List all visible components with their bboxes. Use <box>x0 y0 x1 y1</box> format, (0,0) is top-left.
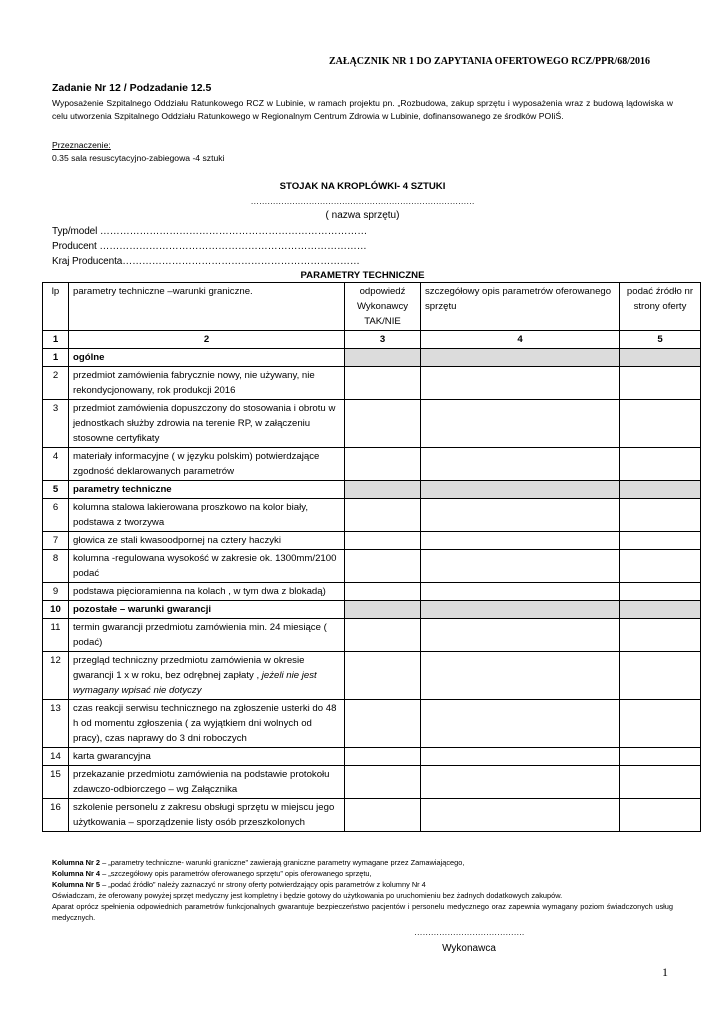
row-parameter-text: przedmiot zamówienia fabrycznie nowy, nie używany, nie rekondycjonowany, rok produkcji 2016 <box>73 370 315 396</box>
task-title: Zadanie Nr 12 / Podzadanie 12.5 <box>52 82 212 94</box>
row-response-cell[interactable] <box>345 601 421 619</box>
footnotes <box>52 857 673 923</box>
row-source-cell[interactable] <box>620 799 701 832</box>
row-parameter-text: szkolenie personelu z zakresu obsługi sprzętu w miejscu jego użytkowania – sporządzenie listy osób przeszkolonych <box>73 802 335 828</box>
row-parameter <box>69 748 345 766</box>
row-parameter-text: czas reakcji serwisu technicznego na zgłoszenie usterki do 48 h od momentu zgłoszenia ( za wyjątkiem dni wolnych od pracy), czas naprawy do 3 dni roboczych <box>73 703 337 744</box>
header-description: szczegółowy opis parametrów oferowanego sprzętu <box>421 283 620 331</box>
table-header-row <box>43 283 701 331</box>
note-column-4 <box>52 868 673 879</box>
row-lp: 14 <box>43 748 69 766</box>
row-source-cell[interactable] <box>620 532 701 550</box>
note-text: – „parametry techniczne- warunki graniczne” zawierają graniczne parametry wymagane przez Zamawiającego, <box>100 858 465 867</box>
row-response-cell[interactable] <box>345 583 421 601</box>
row-parameter-text: podstawa pięcioramienna na kolach , w tym dwa z blokadą) <box>73 586 326 597</box>
row-description-cell[interactable] <box>421 448 620 481</box>
note-column-5 <box>52 879 673 890</box>
col-number: 4 <box>421 331 620 349</box>
row-response-cell[interactable] <box>345 367 421 400</box>
row-source-cell[interactable] <box>620 766 701 799</box>
row-parameter-text: przedmiot zamówienia dopuszczony do stosowania i obrotu w jednostkach służby zdrowia na terenie RP, w załączeniu stosowne certyfikaty <box>73 403 336 444</box>
row-response-cell[interactable] <box>345 799 421 832</box>
row-description-cell[interactable] <box>421 601 620 619</box>
row-source-cell[interactable] <box>620 700 701 748</box>
row-lp: 3 <box>43 400 69 448</box>
note-text: – „szczegółowy opis parametrów oferowanego sprzętu” opis oferowanego sprzętu, <box>100 869 372 878</box>
col-number: 1 <box>43 331 69 349</box>
note-label: Kolumna Nr 4 <box>52 869 101 878</box>
params-table <box>42 282 701 832</box>
row-parameter <box>69 601 345 619</box>
row-parameter-text: ogólne <box>73 352 105 363</box>
row-source-cell[interactable] <box>620 400 701 448</box>
table-row <box>43 550 701 583</box>
row-parameter <box>69 700 345 748</box>
row-parameter-text: karta gwarancyjna <box>73 751 151 762</box>
row-lp: 15 <box>43 766 69 799</box>
row-source-cell[interactable] <box>620 481 701 499</box>
row-parameter-text: termin gwarancji przedmiotu zamówienia min. 24 miesiące ( podać) <box>73 622 327 648</box>
row-parameter <box>69 349 345 367</box>
note-text: – „podać źródło” należy zaznaczyć nr strony oferty potwierdzający opis parametrów z kolumny Nr 4 <box>100 880 426 889</box>
row-parameter-note: jeżeli nie jest wymagany wpisać nie dotyczy <box>73 670 317 696</box>
row-parameter-text: kolumna stalowa lakierowana proszkowo na kolor biały, podstawa z tworzywa <box>73 502 308 528</box>
row-response-cell[interactable] <box>345 349 421 367</box>
declaration-completeness: Oświadczam, że oferowany powyżej sprzęt medyczny jest kompletny i będzie gotowy do użytkowania po uruchomieniu bez żadnych dodatkowych zakupów. <box>52 891 563 900</box>
header-response: odpowiedź Wykonawcy TAK/NIE <box>345 283 421 331</box>
row-response-cell[interactable] <box>345 532 421 550</box>
row-description-cell[interactable] <box>421 748 620 766</box>
row-lp: 16 <box>43 799 69 832</box>
row-lp: 11 <box>43 619 69 652</box>
col-number: 2 <box>69 331 345 349</box>
table-row <box>43 532 701 550</box>
row-description-cell[interactable] <box>421 532 620 550</box>
row-source-cell[interactable] <box>620 367 701 400</box>
row-lp: 12 <box>43 652 69 700</box>
row-response-cell[interactable] <box>345 700 421 748</box>
table-row <box>43 799 701 832</box>
type-model-field: Typ/model ……………………………………………………………………… <box>52 226 368 237</box>
note-column-2 <box>52 857 673 868</box>
table-row <box>43 748 701 766</box>
page-number: 1 <box>662 965 668 979</box>
row-source-cell[interactable] <box>620 652 701 700</box>
row-description-cell[interactable] <box>421 619 620 652</box>
row-description-cell[interactable] <box>421 583 620 601</box>
row-description-cell[interactable] <box>421 499 620 532</box>
purpose-value: 0.35 sala resuscytacyjno-zabiegowa -4 sztuki <box>52 153 225 163</box>
declaration-safety: Aparat oprócz spełnienia odpowiednich parametrów funkcjonalnych gwarantuje bezpieczeństwo pacjentów i personelu medycznego oraz zapewnia wymagany poziom świadczonych usług medycznych. <box>52 902 673 922</box>
row-parameter-text: materiały informacyjne ( w języku polskim) potwierdzające zgodność deklarowanych parametrów <box>73 451 320 477</box>
row-source-cell[interactable] <box>620 583 701 601</box>
row-parameter-text: przegląd techniczny przedmiotu zamówienia w okresie gwarancji 1 x w roku, bez odrębnej zapłaty , <box>73 655 305 681</box>
row-parameter <box>69 481 345 499</box>
row-description-cell[interactable] <box>421 550 620 583</box>
header-lp: lp <box>43 283 69 331</box>
row-parameter <box>69 799 345 832</box>
row-description-cell[interactable] <box>421 367 620 400</box>
row-parameter <box>69 583 345 601</box>
equipment-title: STOJAK NA KROPLÓWKI- 4 SZTUKI <box>279 181 446 192</box>
project-description: Wyposażenie Szpitalnego Oddziału Ratunkowego RCZ w Lubinie, w ramach projektu pn. „Rozbudowa, zakup sprzętu i wyposażenia wraz z budową lądowiska w celu utworzenia Szpitalnego Oddziału Ratunkowego w Regionalnym Centrum Zdrowia w Lubinie, dofinansowanego ze środków POIiŚ. <box>52 98 673 121</box>
row-parameter-text: parametry techniczne <box>73 484 172 495</box>
signature-label: Wykonawca <box>442 943 496 954</box>
row-lp: 10 <box>43 601 69 619</box>
row-parameter <box>69 532 345 550</box>
row-response-cell[interactable] <box>345 550 421 583</box>
row-response-cell[interactable] <box>345 748 421 766</box>
col-number: 5 <box>620 331 701 349</box>
row-description-cell[interactable] <box>421 766 620 799</box>
row-source-cell[interactable] <box>620 349 701 367</box>
table-row <box>43 700 701 748</box>
table-row <box>43 652 701 700</box>
country-field: Kraj Producenta……………………………………………………………… <box>52 256 360 267</box>
row-description-cell[interactable] <box>421 481 620 499</box>
row-parameter <box>69 499 345 532</box>
row-parameter <box>69 766 345 799</box>
row-source-cell[interactable] <box>620 499 701 532</box>
row-lp: 2 <box>43 367 69 400</box>
row-lp: 1 <box>43 349 69 367</box>
note-label: Kolumna Nr 5 <box>52 880 101 889</box>
table-row <box>43 619 701 652</box>
signature-line: …………………………………. <box>414 927 524 937</box>
row-source-cell[interactable] <box>620 748 701 766</box>
row-description-cell[interactable] <box>421 700 620 748</box>
equipment-name-field: ……………………………………………………………………… <box>250 196 475 206</box>
table-row <box>43 400 701 448</box>
row-lp: 5 <box>43 481 69 499</box>
params-table-title: PARAMETRY TECHNICZNE <box>300 270 425 281</box>
row-parameter <box>69 550 345 583</box>
row-source-cell[interactable] <box>620 550 701 583</box>
note-label: Kolumna Nr 2 <box>52 858 101 867</box>
table-row <box>43 367 701 400</box>
row-lp: 7 <box>43 532 69 550</box>
attachment-title: ZAŁĄCZNIK NR 1 DO ZAPYTANIA OFERTOWEGO RCZ/PPR/68/2016 <box>329 56 650 67</box>
row-lp: 8 <box>43 550 69 583</box>
row-response-cell[interactable] <box>345 766 421 799</box>
row-response-cell[interactable] <box>345 619 421 652</box>
row-parameter <box>69 448 345 481</box>
row-lp: 13 <box>43 700 69 748</box>
table-row <box>43 499 701 532</box>
row-parameter <box>69 619 345 652</box>
header-source: podać źródło nr strony oferty <box>620 283 701 331</box>
row-source-cell[interactable] <box>620 601 701 619</box>
row-parameter <box>69 400 345 448</box>
row-description-cell[interactable] <box>421 349 620 367</box>
purpose-label: Przeznaczenie: <box>52 140 111 150</box>
column-number-row <box>43 331 701 349</box>
row-lp: 6 <box>43 499 69 532</box>
row-description-cell[interactable] <box>421 400 620 448</box>
row-lp: 4 <box>43 448 69 481</box>
row-source-cell[interactable] <box>620 619 701 652</box>
row-description-cell[interactable] <box>421 799 620 832</box>
producer-field: Producent ……………………………………………………………………… <box>52 241 367 252</box>
row-parameter-text: kolumna -regulowana wysokość w zakresie ok. 1300mm/2100 podać <box>73 553 337 579</box>
header-params: parametry techniczne –warunki graniczne. <box>69 283 345 331</box>
row-source-cell[interactable] <box>620 448 701 481</box>
row-response-cell[interactable] <box>345 400 421 448</box>
table-section-row <box>43 481 701 499</box>
row-parameter-text: głowica ze stali kwasoodpornej na cztery haczyki <box>73 535 281 546</box>
row-parameter-text: pozostałe – warunki gwarancji <box>73 604 212 615</box>
row-response-cell[interactable] <box>345 448 421 481</box>
row-response-cell[interactable] <box>345 652 421 700</box>
col-number: 3 <box>345 331 421 349</box>
equipment-name-label: ( nazwa sprzętu) <box>325 210 400 221</box>
row-parameter-text: przekazanie przedmiotu zamówienia na podstawie protokołu zdawczo-odbiorczego – wg Załącznika <box>73 769 330 795</box>
table-section-row <box>43 349 701 367</box>
row-parameter <box>69 652 345 700</box>
table-section-row <box>43 601 701 619</box>
row-description-cell[interactable] <box>421 652 620 700</box>
row-parameter <box>69 367 345 400</box>
table-row <box>43 766 701 799</box>
row-response-cell[interactable] <box>345 481 421 499</box>
table-row <box>43 583 701 601</box>
row-response-cell[interactable] <box>345 499 421 532</box>
row-lp: 9 <box>43 583 69 601</box>
table-row <box>43 448 701 481</box>
